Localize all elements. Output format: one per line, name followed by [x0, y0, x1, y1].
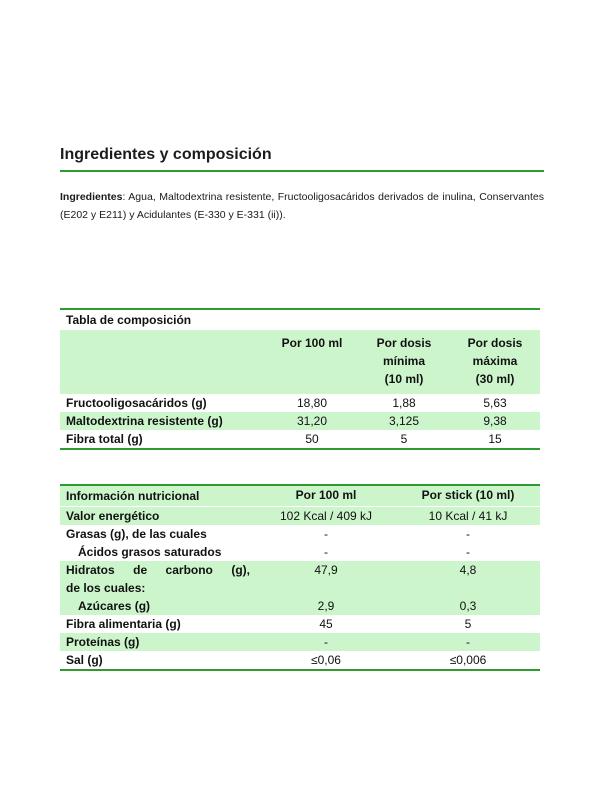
nutrition-row-label: de los cuales: [66, 581, 146, 595]
nutrition-row-value: - [324, 545, 328, 559]
nutrition-row-value: 102 Kcal / 409 kJ [256, 507, 396, 526]
nutrition-row-label: Fibra alimentaria (g) [66, 617, 181, 631]
table-row [60, 525, 540, 543]
nutrition-row-value: 2,9 [317, 599, 335, 613]
nutrition-table-header-row [60, 485, 540, 507]
nutrition-row-value-empty [396, 579, 540, 597]
composition-col-min-dose-line3: (10 ml) [384, 372, 424, 386]
nutrition-row-value-empty [256, 579, 396, 597]
composition-col-per-100ml [266, 330, 358, 394]
composition-table-header-row [60, 330, 540, 394]
nutrition-row-label: Proteínas (g) [66, 635, 140, 649]
nutrition-row-value: ≤0,006 [449, 653, 487, 667]
table-row [60, 633, 540, 651]
nutrition-table [60, 484, 540, 671]
composition-col-max-dose-line3: (30 ml) [475, 372, 515, 386]
nutrition-col-per-stick: Por stick (10 ml) [421, 488, 515, 502]
composition-row-label: Maltodextrina resistente (g) [66, 414, 223, 428]
section-title: Ingredientes y composición [60, 146, 272, 163]
composition-col-min-dose [358, 330, 450, 394]
nutrition-row-label: Grasas (g), de las cuales [66, 527, 207, 541]
ingredients-label: Ingredientes [60, 191, 123, 203]
nutrition-row-value: - [324, 527, 328, 541]
ingredients-paragraph [60, 188, 544, 224]
table-row [60, 615, 540, 633]
nutrition-row-value: 5 [464, 617, 472, 631]
nutrition-row-value: - [466, 545, 470, 559]
composition-row-value: 15 [488, 432, 502, 446]
composition-table [60, 308, 540, 450]
nutrition-row-label: Sal (g) [66, 653, 103, 667]
nutrition-row-value: - [466, 635, 470, 649]
table-row [60, 430, 540, 449]
section-title-divider [60, 170, 544, 172]
nutrition-col-per-100ml: Por 100 ml [295, 488, 357, 502]
nutrition-table-title: Información nutricional [66, 489, 200, 503]
composition-row-value: 1,88 [392, 396, 416, 410]
composition-col-min-dose-line2: mínima [382, 354, 425, 368]
nutrition-row-value: 45 [319, 617, 333, 631]
composition-row-value: 5,63 [483, 396, 507, 410]
table-row [60, 597, 540, 615]
nutrition-row-value: - [466, 527, 470, 541]
composition-col-per-100ml-label: Por 100 ml [281, 336, 343, 350]
table-row [60, 507, 540, 526]
composition-row-value: 18,80 [296, 396, 328, 410]
ingredients-text: : Agua, Maltodextrina resistente, Fructooligosacáridos derivados de inulina, Conservantes (E202 y E211) y Acidulantes (E-330 y E-331 (ii)). [60, 191, 544, 221]
composition-row-label: Fibra total (g) [66, 432, 143, 446]
composition-row-value: 9,38 [483, 414, 507, 428]
table-row [60, 412, 540, 430]
nutrition-row-value: 0,3 [459, 599, 477, 613]
composition-row-label: Fructooligosacáridos (g) [66, 396, 207, 410]
composition-row-value: 50 [305, 432, 319, 446]
composition-header-blank [60, 330, 266, 394]
table-row [60, 579, 540, 597]
composition-row-value: 3,125 [388, 414, 420, 428]
composition-col-max-dose-line2: máxima [472, 354, 518, 368]
table-row [60, 561, 540, 579]
nutrition-row-value: 4,8 [459, 563, 477, 577]
nutrition-row-label: Hidratos de carbono (g), [66, 563, 250, 577]
composition-row-value: 5 [400, 432, 408, 446]
composition-col-max-dose-line1: Por dosis [467, 336, 523, 350]
table-row [60, 651, 540, 670]
table-row [60, 394, 540, 412]
composition-table-title: Tabla de composición [66, 313, 192, 327]
nutrition-row-value: ≤0,06 [311, 653, 341, 667]
nutrition-row-value: 10 Kcal / 41 kJ [396, 507, 540, 526]
composition-col-max-dose [450, 330, 540, 394]
composition-row-value: 31,20 [296, 414, 328, 428]
composition-col-min-dose-line1: Por dosis [376, 336, 432, 350]
nutrition-row-label: Azúcares (g) [78, 599, 151, 613]
nutrition-row-value: - [324, 635, 328, 649]
nutrition-row-label: Ácidos grasos saturados [78, 545, 222, 559]
table-row [60, 543, 540, 561]
nutrition-row-value: 47,9 [314, 563, 338, 577]
nutrition-row-label: Valor energético [60, 507, 256, 526]
